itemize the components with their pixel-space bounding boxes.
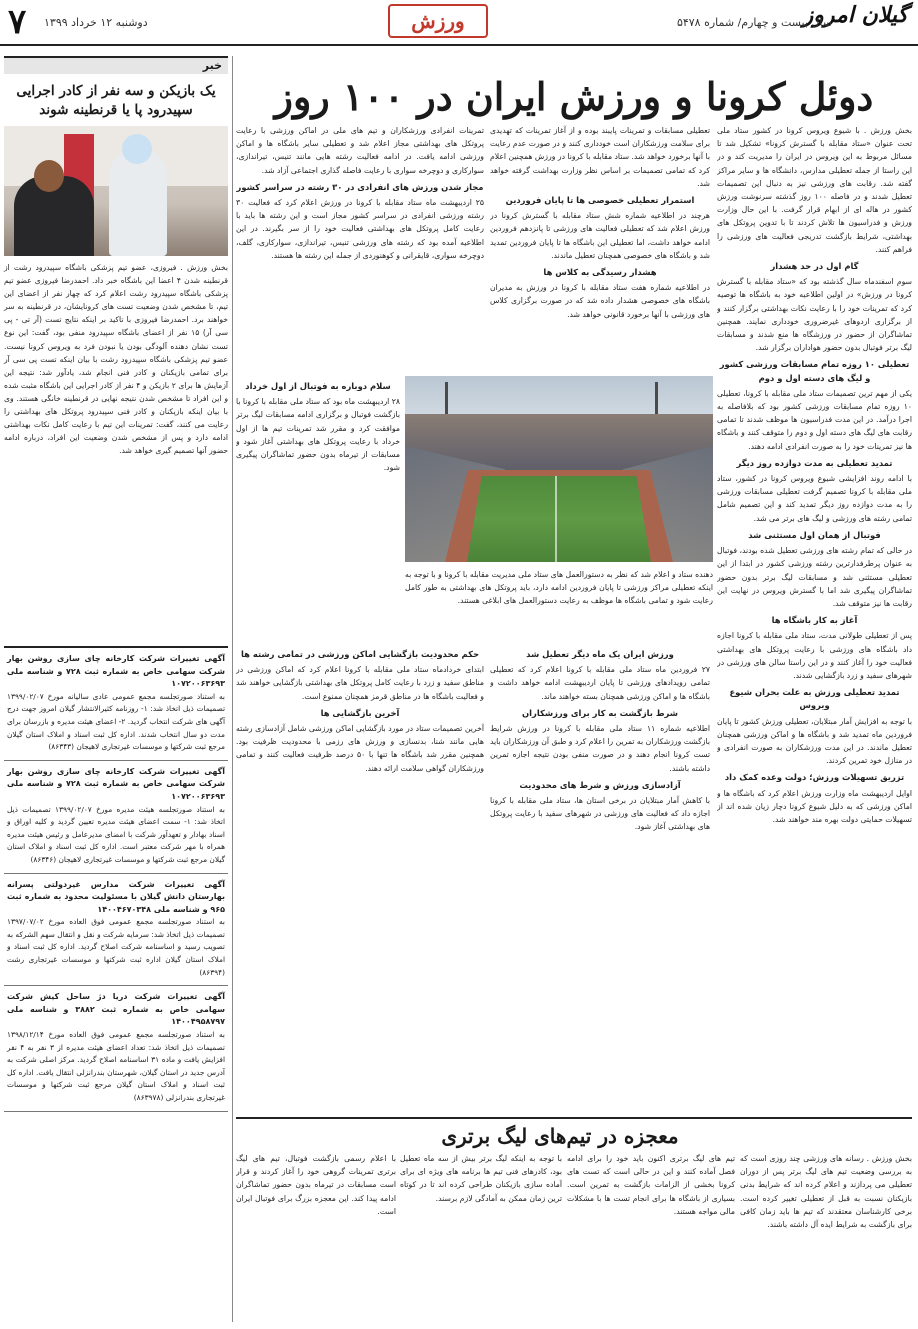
lower-article-column-3 (400, 1152, 562, 1322)
article-paragraph: ابتدای خردادماه ستاد ملی مقابله با کرونا اعلام کرد که اماکن ورزشی در مناطق سفید و زرد با رعایت کامل پروتکل های بهداشتی بازگشایی خواهند شد و فعالیت باشگاه ها در مناطق قرمز همچنان ممنوع است. (236, 665, 484, 701)
notice-title: آگهی تغییرات شرکت کارخانه چای سازی روشن بهار شرکت سهامی خاص به شماره ثبت ۷۲۸ و شناسه ملی ۱۰۷۲۰۰۶۳۶۹۳ (7, 766, 226, 801)
article-subhead: هشدار رسیدگی به کلاس ها (543, 267, 657, 278)
article-paragraph: با اعلام رسمی بازگشت فوتبال، تیم های لیگ برتری تمرینات گروهی خود را آغاز کردند و قرار است مسابقات در تیرماه بدون حضور تماشاگران ادامه پیدا کند. این معجزه بزرگ برای فوتبال ایران است. (236, 1154, 396, 1216)
article-subhead: شرط بازگشت به کار برای ورزشکاران (522, 707, 678, 718)
article-column-2 (490, 124, 710, 372)
page-number: ۷ (8, 2, 27, 42)
article-paragraph: بخش ورزش . رسانه های ورزشی چند روزی است که به بررسی وضعیت تیم های لیگ برتر پس از دوران تعطیلی می پردازند و اعلام کرده اند که شرایط بدنی بازیکنان نسبت به قبل از تعطیلی تغییر کرده است. برخی کارشناسان معتقدند که تیم ها باید زمان کافی برای بازگشت به شرایط ایده آل داشته باشند. (740, 1154, 912, 1230)
article-paragraph: سوم اسفندماه سال گذشته بود که «ستاد مقابله با گسترش کرونا در ورزش» در اولین اطلاعیه خود به باشگاه ها توصیه کرد که تمرینات خود را با رعایت نکات بهداشتی برگزار کنند و از برگزاری اردوهای غیرضروری خودداری نمایند. همچنین تماشاگران از حضور در ورزشگاه ها منع شدند و مسابقات لیگ برتر فوتبال بدون حضور هواداران برگزار شد. (717, 277, 912, 353)
article-lower-lead (405, 568, 713, 638)
article-column-2-lower (490, 644, 710, 1112)
article-subhead: استمرار تعطیلی خصوصی ها تا پایان فروردین (505, 195, 695, 206)
article-paragraph: با ادامه روند افزایشی شیوع ویروس کرونا در کشور، ستاد ملی مقابله با کرونا تصمیم گرفت تعطیلی مسابقات ورزشی را به مدت دوازده روز دیگر تمدید کند و این تصمیم شامل تمامی رشته های ورزشی و لیگ های برتر می شد. (717, 474, 912, 523)
article-paragraph: اطلاعیه شماره ۱۱ ستاد ملی مقابله با کرونا در ورزش شرایط بازگشت ورزشکاران به تمرین را اعلام کرد و طبق آن ورزشکاران باید تست کرونا انجام دهند و در صورت منفی بودن نتیجه اجازه تمرین داشته باشند. (490, 724, 710, 773)
article-subhead: گام اول در حد هشدار (770, 261, 859, 272)
side-news-title: یک بازیکن و سه نفر از کادر اجرایی سپیدرود پا یا قرنطینه شوند (16, 83, 216, 118)
newspaper-logo: گیلان امروز (802, 2, 908, 28)
lower-article-column-2 (567, 1152, 735, 1322)
side-news-header: خبر (4, 56, 228, 74)
lower-article-column-1 (740, 1152, 912, 1322)
article-paragraph: تمرینات انفرادی ورزشکاران و تیم های ملی در اماکن ورزشی با رعایت پروتکل های بهداشتی مجاز اعلام شد و تعطیلی سایر باشگاه ها و اماکن ورزشی ادامه یافت. در ادامه فعالیت رشته هایی مانند تنیس، تیراندازی، سوارکاری و دوچرخه سواری با رعایت فاصله گذاری اجتماعی آزاد شد. (236, 126, 484, 175)
article-paragraph: یکی از مهم ترین تصمیمات ستاد ملی مقابله با کرونا، تعطیلی ۱۰ روزه تمام مسابقات ورزشی کشور بود که بلافاصله به اجرا درآمد. در این مدت فدراسیون ها موظف شدند تا تمامی رقابت های لیگ های دسته اول و دوم را متوقف کنند و باشگاه ها نیز تمرینات خود را به صورت انفرادی ادامه دهند. (717, 388, 912, 451)
article-column-3 (236, 124, 484, 372)
article-paragraph: آخرین تصمیمات ستاد در مورد بازگشایی اماکن ورزشی شامل آزادسازی رشته هایی مانند شنا، بدنسازی و ورزش های رزمی با محدودیت ظرفیت بود. همچنین مقرر شد باشگاه ها تنها با ۵۰ درصد ظرفیت فعالیت کنند و تمامی ورزشکاران گواهی سلامت ارائه دهند. (236, 724, 484, 773)
article-subhead: تعطیلی ۱۰ روزه تمام مسابقات ورزشی کشور و لیگ های دسته اول و دوم (719, 359, 910, 383)
article-paragraph: تعطیلی مسابقات و تمرینات پایبند بوده و از آغاز تمرینات که تهدیدی برای سلامت ورزشکاران است خودداری کنند و در صورت عدم رعایت با آنها برخورد خواهد شد. ستاد مقابله با کرونا در ورزش همچنین اعلام کرد که تمامی تصمیمات بر اساس نظر وزارت بهداشت گرفته خواهد شد. (490, 126, 710, 188)
article-paragraph: ۲۵ اردیبهشت ماه ستاد مقابله با کرونا در ورزش اعلام کرد که فعالیت ۳۰ رشته ورزشی انفرادی در سراسر کشور مجاز است و این رشته ها باید با رعایت کامل پروتکل های بهداشتی فعالیت خود را از سر بگیرند. در این اطلاعیه آمده بود که رشته های ورزشی تنیس، تیراندازی، سوارکاری، گلف، دوچرخه سواری، قایقرانی و کوهنوردی از جمله این رشته ها هستند. (236, 198, 484, 260)
issue-number: سال بیست و چهارم/ شماره ۵۴۷۸ (676, 16, 832, 29)
article-column-3-continued (236, 376, 400, 642)
article-intro: بخش ورزش . با شیوع ویروس کرونا در کشور ستاد ملی تحت عنوان «ستاد مقابله با گسترش کرونا» تشکیل شد تا مسائل مربوط به این ویروس در ایران را مدیریت کند و در این راستا از جمله تعطیلی مدارس، دانشگاه ها و سایر مراکز گفته شد. رقابت های ورزشی نیز به دنبال این تصمیمات تعطیل شدند و در فاصله ۱۰۰ روز گذشته سرنوشت ورزش کشور در هاله ای از ابهام قرار گرفت. با این حال وزارت ورزش و فدراسیون ها تلاش کردند تا با تدوین پروتکل های بهداشتی، شرایط بازگشت تدریجی فعالیت های ورزشی را فراهم کنند. (717, 126, 912, 254)
article-subhead: سلام دوباره به فوتبال از اول خرداد (245, 381, 391, 391)
notice-item (4, 761, 228, 874)
masthead (0, 0, 918, 46)
article-column-1 (717, 124, 912, 1114)
article-paragraph: ۲۷ فروردین ماه ستاد ملی مقابله با کرونا اعلام کرد که تعطیلی تمامی رویدادهای ورزشی تا پایان اردیبهشت ادامه خواهد داشت و باشگاه ها و اماکن ورزشی همچنان بسته خواهند ماند. (490, 665, 710, 701)
article-subhead: تمدید تعطیلی به مدت دوازده روز دیگر (736, 457, 893, 468)
article-subhead: آزادسازی ورزش و شرط های محدودیت (519, 779, 681, 790)
notice-title: آگهی تغییرات شرکت دریا دژ ساحل کیش شرکت سهامی خاص به شماره ثبت ۳۸۸۲ و شناسه ملی ۱۴۰۰۴۹۵۸۷۹۷ (7, 992, 226, 1027)
article-paragraph: در حالی که تمام رشته های ورزشی تعطیل شده بودند، فوتبال به عنوان پرطرفدارترین رشته ورزشی کشور در ابتدا از این تعطیلی مستثنی شد و مسابقات لیگ برتر بدون حضور تماشاگران پیگیری شد اما با گسترش ویروس در نهایت این رقابت ها نیز متوقف شد. (717, 546, 912, 608)
article-paragraph: تیم های لیگ برتری اکنون باید خود را برای ادامه فصل آماده کنند و این در حالی است که تست های کرونا بخشی از الزامات بازگشت به تمرین است. بسیاری از باشگاه ها برای انجام تست ها با مشکلات مالی مواجه هستند. (567, 1154, 735, 1216)
lower-article-column-4 (236, 1152, 396, 1322)
article-paragraph: با کاهش آمار مبتلایان در برخی استان ها، ستاد ملی مقابله با کرونا اجازه داد که فعالیت های ورزشی در شهرهای سفید با رعایت پروتکل های بهداشتی آغاز شود. (490, 796, 710, 832)
main-headline: دوئل کرونا و ورزش ایران در ۱۰۰ روز (274, 74, 874, 119)
article-paragraph: با توجه به اینکه لیگ برتر بیش از سه ماه تعطیل بود، کادرهای فنی تیم ها برنامه های ویژه ای برای آماده سازی بازیکنان طراحی کرده اند تا در کوتاه ترین زمان ممکن به آمادگی لازم برسند. (400, 1154, 562, 1203)
article-paragraph: دهنده ستاد و اعلام شد که نظر به دستورالعمل های ستاد ملی مدیریت مقابله با کرونا و با توجه به اینکه تعطیلی مراکز ورزشی تا پایان فروردین ادامه دارد، باید پروتکل های بهداشتی به طور کامل رعایت شود و تمامی باشگاه ها موظف به رعایت دستورالعمل های ابلاغی هستند. (405, 570, 713, 606)
notice-title: آگهی تغییرات شرکت کارخانه چای سازی روشن بهار شرکت سهامی خاص به شماره ثبت ۷۲۸ و شناسه ملی ۱۰۷۲۰۰۶۳۶۹۳ (7, 654, 226, 689)
article-subhead: آخرین بازگشایی ها (320, 707, 400, 718)
article-subhead: مجاز شدن ورزش های انفرادی در ۳۰ رشته در سراسر کشور (236, 181, 484, 192)
article-paragraph: پس از تعطیلی طولانی مدت، ستاد ملی مقابله با کرونا اجازه داد باشگاه های ورزشی با رعایت پروتکل های بهداشتی فعالیت خود را آغاز کنند و در این راستا سالن های ورزشی در شهرهای سفید و زرد بازگشایی شدند. (717, 631, 912, 680)
notice-item (4, 648, 228, 761)
side-news-photo (4, 126, 228, 256)
section-rule (236, 1117, 912, 1119)
side-news (4, 56, 228, 640)
article-subhead: فوتبال از همان اول مستثنی شد (748, 529, 881, 540)
notice-body: به استناد صورتجلسه مجمع عمومی فوق العاده مورخ ۱۳۹۷/۰۷/۰۲ تصمیمات ذیل اتخاذ شد: سرمایه شرکت و نقل و انتقال سهم الشرکه به تصویب رسید و اساسنامه شرکت اصلاح گردید. اداره کل ثبت اسناد و املاک استان گیلان اداره ثبت شرکتها و موسسات غیرتجاری رشت (۸۶۳۹۴) (7, 917, 225, 977)
notice-body: به استناد صورتجلسه هیئت مدیره مورخ ۱۳۹۹/۰۲/۰۷ تصمیمات ذیل اتخاذ شد: ۱- سمت اعضای هیئت مدیره تعیین گردید و کلیه اوراق و اسناد بهادار و تعهدآور شرکت با امضای مدیرعامل و رئیس هیئت مدیره همراه با مهر شرکت معتبر است. اداره کل ثبت اسناد و املاک استان گیلان مرجع ثبت شرکتها و موسسات غیرتجاری لاهیجان (۸۶۳۴۶) (7, 804, 225, 864)
article-paragraph: با توجه به افزایش آمار مبتلایان، تعطیلی ورزش کشور تا پایان فروردین ماه تمدید شد و باشگاه ها و اماکن ورزشی همچنان تعطیل ماندند. در این مدت ورزشکاران به صورت انفرادی و در منازل خود تمرین کردند. (717, 716, 912, 766)
stadium-photo (405, 376, 713, 562)
article-paragraph: اوایل اردیبهشت ماه وزارت ورزش اعلام کرد که باشگاه ها و اماکن ورزشی که به دلیل شیوع کرونا دچار زیان شده اند از تسهیلات حمایتی دولت بهره مند خواهند شد. (717, 788, 912, 824)
legal-notices (4, 646, 228, 1322)
article-paragraph: هرچند در اطلاعیه شماره شش ستاد مقابله با گسترش کرونا در ورزش اعلام شد که تعطیلی فعالیت های ورزشی تا پانزدهم فروردین ادامه خواهد داشت، اما تعطیلی این باشگاه ها تا پایان فروردین تمدید شد و باشگاه های خصوصی همچنان تعطیل ماندند. (490, 211, 710, 260)
notice-body: به استناد صورتجلسه مجمع عمومی عادی سالیانه مورخ ۱۳۹۹/۰۲/۰۷ تصمیمات ذیل اتخاذ شد: ۱- روزنامه کثیرالانتشار گیلان امروز جهت درج آگهی های شرکت انتخاب گردید. ۲- اعضای هیئت مدیره و بازرسان برای مدت دو سال انتخاب شدند. اداره کل ثبت اسناد و املاک استان گیلان مرجع ثبت شرکتها و موسسات غیرتجاری لاهیجان (۸۶۳۴۳) (7, 691, 226, 752)
column-divider (232, 56, 233, 1322)
notice-item (4, 874, 228, 987)
notice-title: آگهی تغییرات شرکت مدارس غیردولتی پسرانه بهارستان دانش گیلان با مسئولیت محدود به شماره ثبت ۹۶۵ و شناسه ملی ۱۴۰۰۴۶۷۰۳۴۸ (7, 879, 225, 914)
article-subhead: ورزش ایران یک ماه دیگر تعطیل شد (526, 649, 674, 659)
notice-body: به استناد صورتجلسه مجمع عمومی فوق العاده مورخ ۱۳۹۸/۱۲/۱۴ تصمیمات ذیل اتخاذ شد: تعداد اعضای هیئت مدیره از ۳ نفر به ۴ نفر افزایش یافت و ماده ۳۱ اساسنامه اصلاح گردید. مرکز اصلی شرکت به آدرس جدید در استان گیلان، شهرستان بندرانزلی انتقال یافت. اداره کل ثبت اسناد و املاک استان گیلان مرجع ثبت شرکتها و موسسات غیرتجاری بندرانزلی (۸۶۳۹۷۸) (7, 1030, 226, 1102)
article-paragraph: در اطلاعیه شماره هفت ستاد مقابله با کرونا در ورزش به مدیران باشگاه های خصوصی هشدار داده شد که در صورت برگزاری کلاس های ورزشی با آنها برخورد قانونی خواهد شد. (490, 283, 710, 319)
notice-item (4, 986, 228, 1111)
lower-headline: معجزه در تیم‌های لیگ برتری (441, 1124, 679, 1148)
article-subhead: تمدید تعطیلی ورزش به علت بحران شیوع ویروس (729, 687, 900, 711)
section-tag: ورزش (388, 4, 488, 38)
article-subhead: تزریق تسهیلات ورزش؛ دولت وعده کمک داد (724, 772, 905, 783)
article-paragraph: ۲۸ اردیبهشت ماه بود که ستاد ملی مقابله با کرونا با بازگشت فوتبال و برگزاری ادامه مسابقات لیگ برتر موافقت کرد و مقرر شد تمرینات تیم ها از اول خرداد با رعایت پروتکل های بهداشتی آغاز شود و مسابقات از تیرماه بدون حضور تماشاگران پیگیری شود. (236, 397, 400, 473)
article-subhead: آغاز به کار باشگاه ها (771, 615, 858, 626)
issue-date: دوشنبه ۱۲ خرداد ۱۳۹۹ (44, 16, 148, 29)
side-news-body: بخش ورزش . فیروزی، عضو تیم پزشکی باشگاه سپیدرود رشت از قرنطینه شدن ۴ اعضا این باشگاه خبر داد. احمدرضا فیروزی عضو تیم پزشکی باشگاه سپیدرود رشت اعلام کرد که چهار نفر از اعضای این تیم، تا مشخص شدن وضعیت تست های کرونایشان، در قرنطینه به سر خواهند برد. احمدرضا فیروزی با تاکید بر اینکه نتایج تست (آر تی - پی سی آر) ۱۵ نفر از اعضای باشگاه سپیدرود منفی بود، گفت: این نوع تست نشان دهنده آلودگی بودن یا نبودن فرد به ویروس کرونا نیست. عضو تیم پزشکی باشگاه سپیدرود رشت با بیان اینکه تست پی سی آر برای تمامی بازیکنان و کادر فنی انجام شد، یادآور شد: نتیجه این آزمایش ها برای ۲ بازیکن و ۴ نفر از کادر اجرایی این باشگاه مثبت شده و این افراد تا مشخص شدن نتیجه نهایی در قرنطینه خانگی هستند. وی با بیان اینکه بازیکنان و کادر فنی سپیدرود پروتکل های بهداشتی را رعایت می کنند، گفت: تمرینات این تیم با رعایت کامل نکات بهداشتی ادامه دارد و پس از مشخص شدن وضعیت این افراد، درباره ادامه حضور آنها تصمیم گیری خواهد شد. (4, 263, 228, 456)
article-subhead: حکم محدودیت بازگشایی اماکن ورزشی در تمامی رشته ها (241, 649, 479, 659)
article-column-3-lower (236, 644, 484, 1112)
